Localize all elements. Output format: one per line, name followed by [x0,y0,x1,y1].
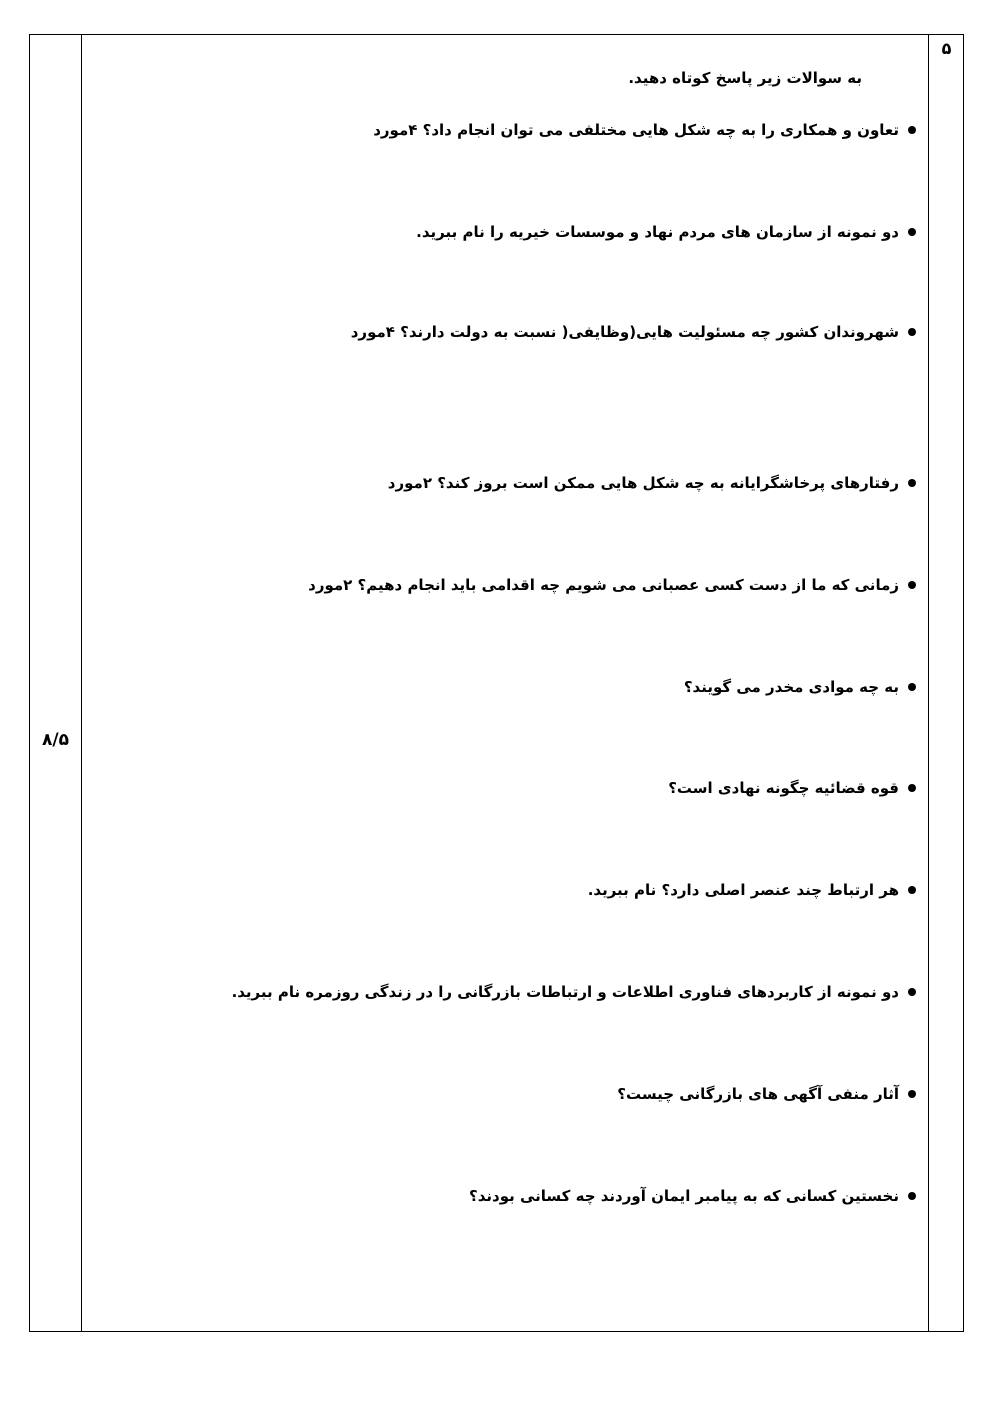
bullet-icon [908,784,916,792]
question-text: به چه موادی مخدر می گویند؟ [683,678,899,696]
bullet-icon [908,988,916,996]
exam-table [29,34,964,1332]
bullet-icon [908,479,916,487]
bullet-icon [908,886,916,894]
question-item [469,1187,916,1205]
question-text: تعاون و همکاری را به چه شکل هایی مختلفی می توان انجام داد؟ ۴مورد [373,121,899,139]
instruction-text: به سوالات زیر پاسخ کوتاه دهید. [628,69,862,87]
question-item [308,576,916,594]
question-text: هر ارتباط چند عنصر اصلی دارد؟ نام ببرید. [587,881,899,899]
question-item [373,121,916,139]
bullet-icon [908,683,916,691]
question-item [388,474,916,492]
question-text: زمانی که ما از دست کسی عصبانی می شویم چه اقدامی باید انجام دهیم؟ ۲مورد [308,576,899,594]
bullet-icon [908,328,916,336]
bullet-icon [908,126,916,134]
question-item [588,881,916,899]
score-cell: ۸/۵ [42,730,69,750]
column-divider-right [928,35,929,1331]
question-text: شهروندان کشور چه مسئولیت هایی(وظایفی( نسبت به دولت دارند؟ ۴مورد [350,323,899,341]
question-item [684,678,916,696]
question-text: نخستین کسانی که به پیامبر ایمان آوردند چه کسانی بودند؟ [469,1187,899,1205]
question-text: دو نمونه از کاربردهای فناوری اطلاعات و ارتباطات بازرگانی را در زندگی روزمره نام ببرید. [231,983,899,1001]
question-item [232,983,916,1001]
bullet-icon [908,1192,916,1200]
question-text: آثار منفی آگهی های بازرگانی چیست؟ [617,1085,899,1103]
questions-area [82,35,928,1331]
question-item [668,779,916,797]
question-text: رفتارهای پرخاشگرایانه به چه شکل هایی ممکن است بروز کند؟ ۲مورد [387,474,899,492]
bullet-icon [908,228,916,236]
bullet-icon [908,581,916,589]
question-number-cell: ۵ [941,39,952,58]
question-item [416,223,916,241]
bullet-icon [908,1090,916,1098]
question-text: قوه قضائیه چگونه نهادی است؟ [668,779,899,797]
question-text: دو نمونه از سازمان های مردم نهاد و موسسات خیریه را نام ببرید. [416,223,899,241]
question-item [617,1085,916,1103]
question-item [351,323,916,341]
